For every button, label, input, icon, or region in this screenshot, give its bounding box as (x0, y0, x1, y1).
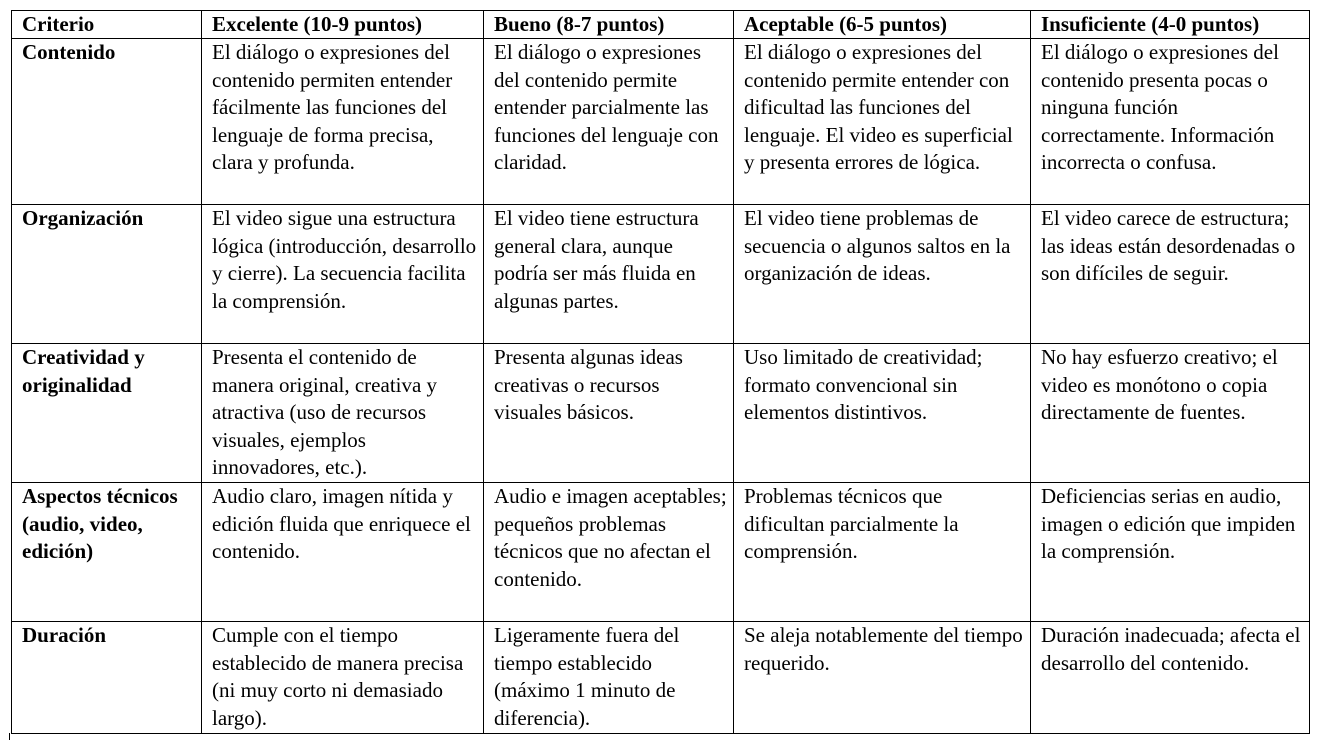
table-row-duracion (12, 622, 1310, 734)
aceptable-cell: Problemas técnicos que dificultan parcialmente la comprensión. (734, 483, 1031, 622)
page-edge-mark (9, 733, 10, 740)
aceptable-cell: Uso limitado de creatividad; formato convencional sin elementos distintivos. (734, 344, 1031, 483)
excelente-cell: El video sigue una estructura lógica (introducción, desarrollo y cierre). La secuencia facilita la comprensión. (202, 205, 484, 344)
insuficiente-cell: El video carece de estructura; las ideas están desordenadas o son difíciles de seguir. (1031, 205, 1310, 344)
insuficiente-cell: Duración inadecuada; afecta el desarrollo del contenido. (1031, 622, 1310, 734)
bueno-cell: Presenta algunas ideas creativas o recursos visuales básicos. (484, 344, 734, 483)
criterion-cell: Duración (12, 622, 202, 734)
table-row-organizacion (12, 205, 1310, 344)
aceptable-cell: El video tiene problemas de secuencia o algunos saltos en la organización de ideas. (734, 205, 1031, 344)
insuficiente-cell: No hay esfuerzo creativo; el video es monótono o copia directamente de fuentes. (1031, 344, 1310, 483)
excelente-cell: El diálogo o expresiones del contenido permiten entender fácilmente las funciones del lenguaje de forma precisa, clara y profunda. (202, 39, 484, 205)
header-excelente: Excelente (10-9 puntos) (202, 11, 484, 39)
excelente-cell: Presenta el contenido de manera original, creativa y atractiva (uso de recursos visuales, ejemplos innovadores, etc.). (202, 344, 484, 483)
bueno-cell: El diálogo o expresiones del contenido permite entender parcialmente las funciones del lenguaje con claridad. (484, 39, 734, 205)
header-insuficiente: Insuficiente (4-0 puntos) (1031, 11, 1310, 39)
header-criterio: Criterio (12, 11, 202, 39)
criterion-cell: Organización (12, 205, 202, 344)
criterion-cell: Creatividad y originalidad (12, 344, 202, 483)
excelente-cell: Cumple con el tiempo establecido de manera precisa (ni muy corto ni demasiado largo). (202, 622, 484, 734)
table-row-aspectos-tecnicos (12, 483, 1310, 622)
aceptable-cell: El diálogo o expresiones del contenido permite entender con dificultad las funciones del lenguaje. El video es superficial y presenta errores de lógica. (734, 39, 1031, 205)
table-row-contenido (12, 39, 1310, 205)
bueno-cell: Ligeramente fuera del tiempo establecido (máximo 1 minuto de diferencia). (484, 622, 734, 734)
insuficiente-cell: El diálogo o expresiones del contenido presenta pocas o ninguna función correctamente. Información incorrecta o confusa. (1031, 39, 1310, 205)
aceptable-cell: Se aleja notablemente del tiempo requerido. (734, 622, 1031, 734)
excelente-cell: Audio claro, imagen nítida y edición fluida que enriquece el contenido. (202, 483, 484, 622)
bueno-cell: Audio e imagen aceptables; pequeños problemas técnicos que no afectan el contenido. (484, 483, 734, 622)
bueno-cell: El video tiene estructura general clara, aunque podría ser más fluida en algunas partes. (484, 205, 734, 344)
insuficiente-cell: Deficiencias serias en audio, imagen o edición que impiden la comprensión. (1031, 483, 1310, 622)
header-row (12, 11, 1310, 39)
table-row-creatividad (12, 344, 1310, 483)
criterion-cell: Contenido (12, 39, 202, 205)
criterion-cell: Aspectos técnicos (audio, video, edición) (12, 483, 202, 622)
header-bueno: Bueno (8-7 puntos) (484, 11, 734, 39)
header-aceptable: Aceptable (6-5 puntos) (734, 11, 1031, 39)
rubric-table (11, 10, 1310, 734)
